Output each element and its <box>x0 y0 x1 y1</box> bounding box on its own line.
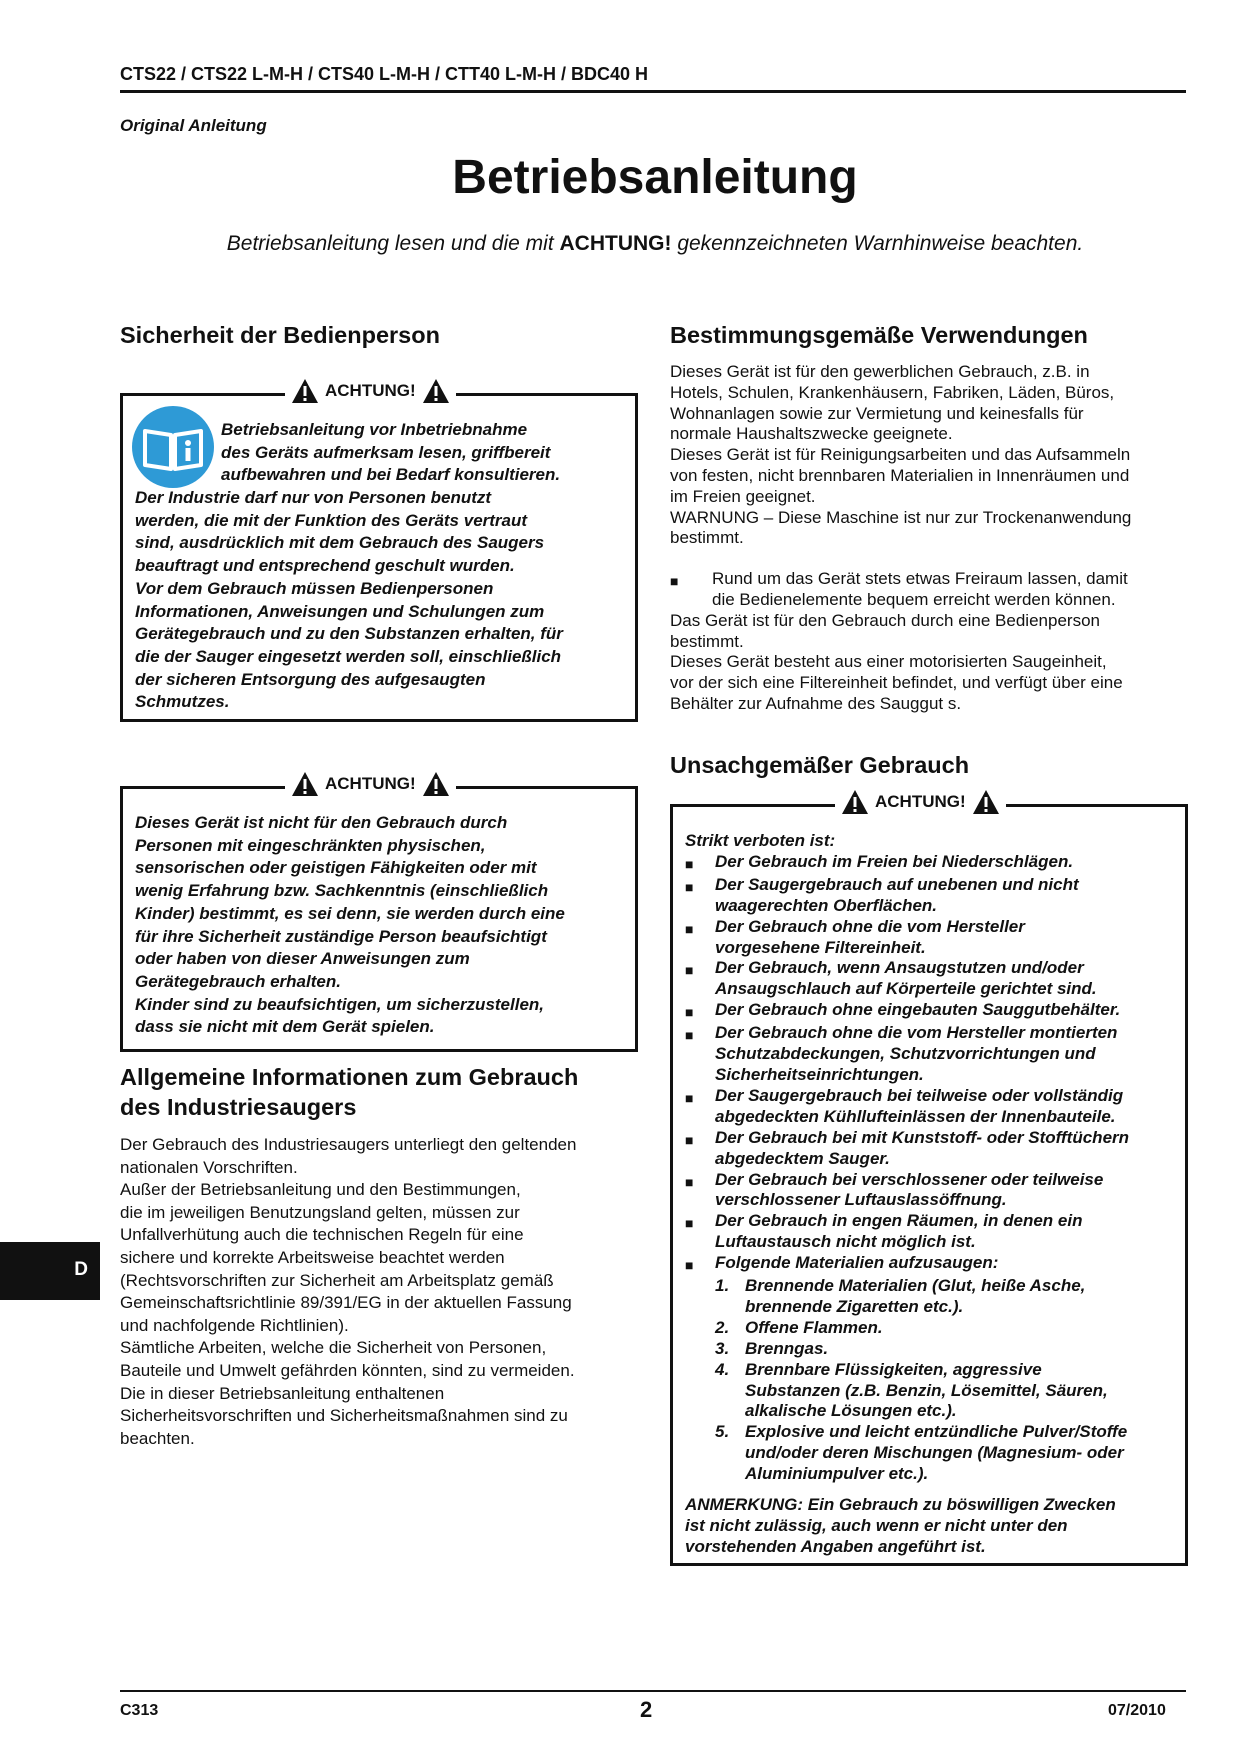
list-item: ■ Der Gebrauch im Freien bei Niederschlägen. <box>685 851 1074 872</box>
list-item: ■ Der Gebrauch bei mit Kunststoff- oder Stofftüchern abgedecktem Sauger. <box>685 1127 1130 1168</box>
list-item: ■ Der Saugergebrauch auf unebenen und nicht waagerechten Oberflächen. <box>685 874 1079 915</box>
list-item: ■ Der Gebrauch bei verschlossener oder teilweise verschlossener Luftauslassöffnung. <box>685 1169 1104 1210</box>
numbered-item: 3. Brenngas. <box>715 1338 829 1358</box>
header-divider <box>120 90 1186 93</box>
warning-triangle-icon <box>291 771 319 797</box>
warning-triangle-icon <box>841 789 869 815</box>
list-item: ■ Folgende Materialien aufzusaugen: <box>685 1253 999 1274</box>
section-heading-intended-use: Bestimmungsgemäße Verwendungen <box>670 322 1088 348</box>
numbered-item: 2. Offene Flammen. <box>715 1317 883 1337</box>
document-date: 07/2010 <box>1108 1702 1166 1719</box>
numbered-item: 5. Explosive und leicht entzündliche Pulver/Stoffe und/oder deren Mischungen (Magnesium- oder Aluminiumpulver etc.). <box>715 1422 1128 1484</box>
list-item: ■ Der Gebrauch, wenn Ansaugstutzen und/oder Ansaugschlauch auf Körperteile gerichtet sind. <box>685 958 1097 999</box>
warning-label: ACHTUNG! <box>285 378 456 404</box>
warning-box-operator-safety <box>120 381 638 722</box>
section-heading-operator-safety: Sicherheit der Bedienperson <box>120 322 440 348</box>
list-item: ■ Der Gebrauch ohne eingebauten Sauggutbehälter. <box>685 1000 1121 1021</box>
section-heading-improper-use: Unsachgemäßer Gebrauch <box>670 752 970 778</box>
section-heading-general-information: Allgemeine Informationen zum Gebrauch des Industriesaugers <box>120 1064 579 1120</box>
page-number: 2 <box>640 1697 653 1722</box>
list-item: ■ Rund um das Gerät stets etwas Freiraum lassen, damit die Bedienelemente bequem erreicht werden können. <box>670 569 1128 609</box>
intended-use-text: Dieses Gerät ist für den gewerblichen Gebrauch, z.B. in Hotels, Schulen, Krankenhäusern, Fabriken, Läden, Büros, Wohnanlagen sowie zur Vermietung und keinesfalls für normale Haushaltszwecke geeignete. Dieses Gerät ist für Reinigungsarbeiten und das Aufsammeln von festen, nicht brennbaren Materialien in Innenräumen und im Freien geeignet. WARNUNG – Diese Maschine ist nur zur Trockenanwendung bestimmt. ■ Rund um das Gerät stets etwas Freiraum lassen, damit die Bedienelemente bequem erreicht werden können. Das Gerät ist für den Gebrauch durch eine Bedienperson bestimmt. Dieses Gerät besteht aus einer motorisierten Saugeinheit, vor der sich eine Filtereinheit befindet, und verfügt über eine Behälter zur Aufnahme des Sauggut s. <box>670 362 1190 715</box>
warning-box-icon-text: Betriebsanleitung vor Inbetriebnahme des Geräts aufmerksam lesen, griffbereit aufbewahren und bei Bedarf konsultieren. <box>221 420 561 485</box>
warning-label: ACHTUNG! <box>285 771 456 797</box>
warning-box-improper-use <box>670 792 1188 1566</box>
prohibited-uses-list: Strikt verboten ist: ■ Der Gebrauch im Freien bei Niederschlägen. ■ Der Saugergebrauch auf unebenen und nicht waagerechten Oberflächen. ■ Der Gebrauch ohne die vom Hersteller vorgesehene Filtereinheit. ■ Der Gebrauch, wenn Ansaugstutzen und/oder Ansaugschlauch auf Körperteile gerichtet sind. ■ Der Gebrauch ohne eingebauten Sauggutbehälter. ■ Der Gebrauch ohne die vom Hersteller montierten Schutzabdeckungen, Schutzvorrichtungen und Sicherheitseinrichtungen. ■ Der Saugergebrauch bei teilweise oder vollständig abgedeckten Kühllufteinlässen der Innenbauteile. ■ Der Gebrauch bei mit Kunststoff- oder Stofftüchern abgedecktem Sauger. ■ Der Gebrauch bei verschlossener oder teilweise verschlossener Luftauslassöffnung. ■ Der Gebrauch in engen Räumen, in denen ein Luftaustausch nicht möglich ist. ■ Folgende Materialien aufzusaugen: 1. Brennende Materialien (Glut, heiße Asche, brennende Zigaretten etc.). 2. Offene Flammen. 3. Brenngas. 4. Brennbare Flüssigkeiten, aggressive Substanzen (z.B. Benzin, Lösemittel, Säuren, alkalische Lösungen etc.). 5. Explosive und leicht entzündliche Pulver/Stoffe und/oder deren Mischungen (Magnesium- oder Aluminiumpulver etc.). ANMERKUNG: Ein Gebrauch zu böswilligen Zwecken ist nicht zulässig, auch wenn er nicht unter den vorstehenden Angaben angeführt ist. <box>685 831 1181 1558</box>
warning-triangle-icon <box>972 789 1000 815</box>
warning-triangle-icon <box>422 771 450 797</box>
warning-label: ACHTUNG! <box>835 789 1006 815</box>
original-instructions-label: Original Anleitung <box>120 116 267 135</box>
page-subtitle: Betriebsanleitung lesen und die mit ACHTUNG! gekennzeichneten Warnhinweise beachten. <box>226 232 1084 255</box>
list-item: ■ Der Saugergebrauch bei teilweise oder vollständig abgedeckten Kühllufteinlässen der Innenbauteile. <box>685 1085 1124 1126</box>
warning-box-text: Dieses Gerät ist nicht für den Gebrauch durch Personen mit eingeschränkten physischen, sensorischen oder geistigen Fähigkeiten oder mit wenig Erfahrung bzw. Sachkenntnis (einschließlich Kinder) bestimmt, es sei denn, sie werden durch eine für ihre Sicherheit zuständige Person beaufsichtigt oder haben von dieser Anweisungen zum Gerätegebrauch erhalten. Kinder sind zu beaufsichtigen, um sicherzustellen, dass sie nicht mit dem Gerät spielen. <box>135 813 565 1037</box>
document-model-header: CTS22 / CTS22 L-M-H / CTS40 L-M-H / CTT40 L-M-H / BDC40 H <box>120 64 649 84</box>
read-manual-icon <box>131 405 215 489</box>
numbered-item: 1. Brennende Materialien (Glut, heiße Asche, brennende Zigaretten etc.). <box>715 1276 1086 1316</box>
document-code: C313 <box>120 1702 159 1719</box>
warning-triangle-icon <box>291 378 319 404</box>
list-item: ■ Der Gebrauch ohne die vom Hersteller montierten Schutzabdeckungen, Schutzvorrichtungen und Sicherheitseinrichtungen. <box>685 1023 1118 1084</box>
language-tab: D <box>0 1242 100 1300</box>
numbered-item: 4. Brennbare Flüssigkeiten, aggressive Substanzen (z.B. Benzin, Lösemittel, Säuren, alkalische Lösungen etc.). <box>715 1359 1108 1421</box>
page-title: Betriebsanleitung <box>452 151 858 204</box>
warning-box-text: Der Industrie darf nur von Personen benutzt werden, die mit der Funktion des Geräts vertraut sind, ausdrücklich mit dem Gebrauch des Saugers beauftragt und entsprechend geschult wurden. Vor dem Gebrauch müssen Bedienpersonen Informationen, Anweisungen und Schulungen zum Gerätegebrauch und zu den Substanzen erhalten, für die der Sauger eingesetzt werden soll, einschließlich der sicheren Entsorgung des aufgesaugten Schmutzes. <box>135 488 563 712</box>
list-item: ■ Der Gebrauch in engen Räumen, in denen ein Luftaustausch nicht möglich ist. <box>685 1211 1083 1252</box>
general-information-text: Der Gebrauch des Industriesaugers unterliegt den geltenden nationalen Vorschriften. Außer der Betriebsanleitung und den Bestimmungen, die im jeweiligen Benutzungsland gelten, müssen zur Unfallverhütung auch die technischen Regeln für eine sichere und korrekte Arbeitsweise beachtet werden (Rechtsvorschriften zur Sicherheit am Arbeitsplatz gemäß Gemeinschaftsrichtlinie 89/391/EG in der aktuellen Fassung und nachfolgende Richtlinien). Sämtliche Arbeiten, welche die Sicherheit von Personen, Bauteile und Umwelt gefährden könnten, sind zu vermeiden. Die in dieser Betriebsanleitung enthaltenen Sicherheitsvorschriften und Sicherheitsmaßnahmen sind zu beachten. <box>120 1135 577 1448</box>
footer-divider <box>120 1690 1186 1692</box>
warning-box-restricted-persons <box>120 774 638 1052</box>
list-item: ■ Der Gebrauch ohne die vom Hersteller vorgesehene Filtereinheit. <box>685 916 1025 957</box>
warning-triangle-icon <box>422 378 450 404</box>
